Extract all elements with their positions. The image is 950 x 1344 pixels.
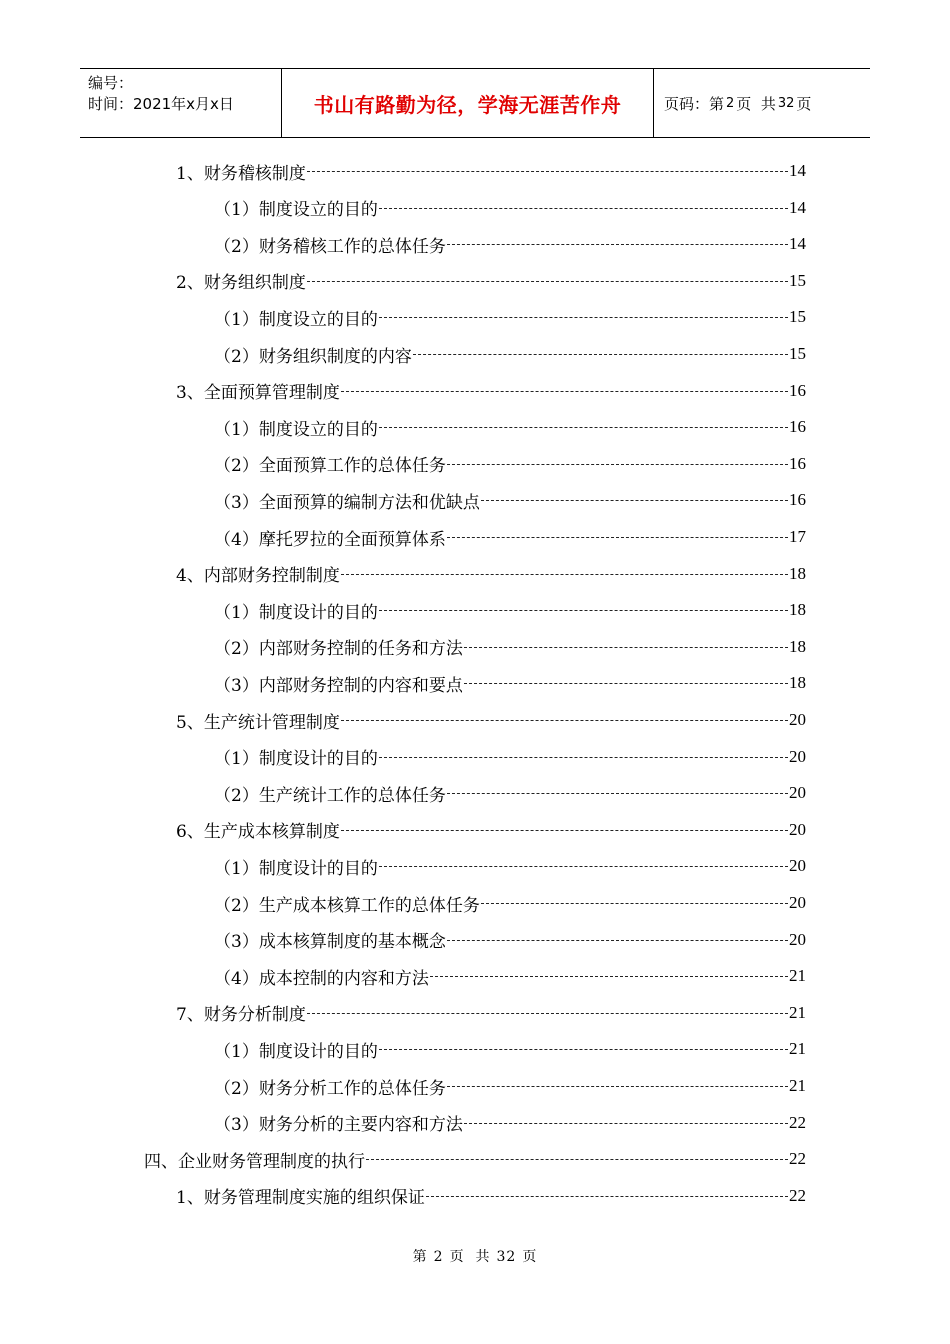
toc-leader-line bbox=[447, 536, 788, 538]
toc-entry-label: （2）财务稽核工作的总体任务 bbox=[214, 236, 446, 257]
toc-entry[interactable] bbox=[214, 739, 806, 775]
toc-entry[interactable] bbox=[176, 153, 806, 189]
toc-leader-line bbox=[447, 243, 788, 245]
footer-mid: 页 共 bbox=[449, 1249, 491, 1265]
toc-entry[interactable] bbox=[176, 995, 806, 1031]
toc-entry-label: 5、生产统计管理制度 bbox=[176, 712, 340, 733]
page-header bbox=[80, 68, 870, 138]
header-page-total: 32 bbox=[777, 95, 795, 111]
toc-entry-label: 四、企业财务管理制度的执行 bbox=[144, 1151, 365, 1172]
toc-entry-label: （1）制度设立的目的 bbox=[214, 309, 378, 330]
footer-total-pages: 32 bbox=[496, 1249, 517, 1265]
toc-leader-line bbox=[379, 1048, 788, 1050]
toc-entry-label: （3）财务分析的主要内容和方法 bbox=[214, 1115, 463, 1136]
toc-entry-page: 21 bbox=[789, 1002, 806, 1022]
toc-entry-page: 21 bbox=[789, 1076, 806, 1095]
toc-leader-line bbox=[341, 829, 788, 831]
toc-leader-line bbox=[464, 1122, 788, 1124]
toc-entry-page: 20 bbox=[789, 856, 806, 876]
toc-entry-label: （2）财务分析工作的总体任务 bbox=[214, 1078, 446, 1099]
toc-leader-line bbox=[447, 792, 788, 794]
toc-entry-label: （3）内部财务控制的内容和要点 bbox=[214, 675, 463, 696]
toc-leader-line bbox=[341, 719, 788, 721]
toc-entry[interactable] bbox=[214, 958, 806, 994]
toc-entry[interactable] bbox=[176, 1178, 806, 1214]
toc-entry[interactable] bbox=[214, 629, 806, 665]
page-footer bbox=[0, 1246, 950, 1266]
toc-entry[interactable] bbox=[214, 482, 806, 518]
toc-entry[interactable] bbox=[214, 226, 806, 262]
toc-entry-label: 1、财务稽核制度 bbox=[176, 163, 306, 184]
toc-entry-label: 4、内部财务控制制度 bbox=[176, 566, 340, 587]
toc-entry-page: 16 bbox=[789, 490, 806, 510]
toc-leader-line bbox=[447, 939, 788, 941]
toc-entry-label: 1、财务管理制度实施的组织保证 bbox=[176, 1188, 425, 1209]
toc-entry-label: （1）制度设立的目的 bbox=[214, 200, 378, 221]
toc-entry[interactable] bbox=[214, 190, 806, 226]
toc-leader-line bbox=[426, 1195, 788, 1197]
toc-entry[interactable] bbox=[176, 373, 806, 409]
toc-entry-page: 16 bbox=[789, 417, 806, 437]
toc-entry-page: 16 bbox=[789, 380, 806, 400]
header-page-mid: 页 共 bbox=[736, 94, 776, 113]
toc-entry-label: （1）制度设计的目的 bbox=[214, 1041, 378, 1062]
toc-entry[interactable] bbox=[214, 922, 806, 958]
toc-leader-line bbox=[447, 463, 788, 465]
toc-leader-line bbox=[341, 573, 788, 575]
toc-entry-page: 18 bbox=[789, 636, 806, 656]
toc-entry-label: （1）制度设计的目的 bbox=[214, 602, 378, 623]
toc-entry[interactable] bbox=[214, 1031, 806, 1067]
toc-entry[interactable] bbox=[176, 702, 806, 738]
toc-leader-line bbox=[413, 353, 788, 355]
toc-entry-page: 22 bbox=[789, 1149, 806, 1169]
footer-current-page: 2 bbox=[433, 1249, 444, 1265]
toc-entry-label: 3、全面预算管理制度 bbox=[176, 383, 340, 404]
toc-leader-line bbox=[379, 426, 788, 428]
toc-leader-line bbox=[379, 865, 788, 867]
toc-entry-label: （2）全面预算工作的总体任务 bbox=[214, 456, 446, 477]
toc-entry-label: （3）成本核算制度的基本概念 bbox=[214, 932, 446, 953]
toc-entry-label: 7、财务分析制度 bbox=[176, 1005, 306, 1026]
header-page-info bbox=[654, 69, 870, 137]
toc-leader-line bbox=[481, 499, 788, 501]
header-motto: 书山有路勤为径，学海无涯苦作舟 bbox=[313, 92, 622, 117]
toc-leader-line bbox=[379, 207, 788, 209]
toc-entry-label: （2）财务组织制度的内容 bbox=[214, 346, 412, 367]
toc-leader-line bbox=[481, 902, 788, 904]
toc-entry[interactable] bbox=[144, 1141, 806, 1177]
toc-entry[interactable] bbox=[214, 665, 806, 701]
toc-leader-line bbox=[307, 1012, 788, 1014]
header-page-suffix: 页 bbox=[796, 94, 812, 113]
toc-leader-line bbox=[430, 975, 788, 977]
toc-entry-label: 2、财务组织制度 bbox=[176, 273, 306, 294]
toc-entry-page: 18 bbox=[789, 563, 806, 583]
toc-leader-line bbox=[464, 682, 788, 684]
toc-entry-page: 14 bbox=[789, 197, 806, 217]
toc-entry-page: 16 bbox=[789, 453, 806, 473]
toc-entry-page: 15 bbox=[789, 307, 806, 327]
toc-entry-page: 21 bbox=[789, 966, 806, 986]
toc-entry-page: 14 bbox=[789, 234, 806, 254]
toc-entry[interactable] bbox=[214, 592, 806, 628]
toc-entry-label: （1）制度设计的目的 bbox=[214, 749, 378, 770]
footer-suffix: 页 bbox=[522, 1249, 538, 1265]
toc-entry-page: 20 bbox=[789, 710, 806, 729]
header-motto-cell bbox=[281, 69, 654, 137]
header-page-prefix: 页码：第 bbox=[664, 94, 725, 113]
toc-entry[interactable] bbox=[214, 885, 806, 921]
toc-entry-page: 15 bbox=[789, 270, 806, 290]
toc-entry-label: （4）成本控制的内容和方法 bbox=[214, 968, 429, 989]
toc-entry-label: （2）内部财务控制的任务和方法 bbox=[214, 639, 463, 660]
toc-entry-page: 20 bbox=[789, 929, 806, 949]
toc-entry[interactable] bbox=[214, 519, 806, 555]
toc-entry-page: 20 bbox=[789, 783, 806, 803]
toc-entry[interactable] bbox=[214, 775, 806, 811]
toc-entry-label: （2）生产成本核算工作的总体任务 bbox=[214, 895, 480, 916]
toc-entry-page: 21 bbox=[789, 1039, 806, 1059]
toc-leader-line bbox=[379, 609, 788, 611]
footer-prefix: 第 bbox=[412, 1249, 428, 1265]
toc-entry-page: 20 bbox=[789, 746, 806, 766]
toc-entry[interactable] bbox=[214, 446, 806, 482]
toc-entry[interactable] bbox=[214, 848, 806, 884]
toc-entry-page: 17 bbox=[789, 527, 806, 546]
toc-entry-page: 18 bbox=[789, 600, 806, 620]
toc-entry-page: 22 bbox=[789, 1112, 806, 1132]
toc-entry[interactable] bbox=[176, 556, 806, 592]
toc-leader-line bbox=[447, 1085, 788, 1087]
toc-entry-label: （4）摩托罗拉的全面预算体系 bbox=[214, 529, 446, 550]
toc-leader-line bbox=[379, 756, 788, 758]
toc-entry-page: 20 bbox=[789, 819, 806, 839]
toc-entry[interactable] bbox=[176, 812, 806, 848]
toc-entry-label: （2）生产统计工作的总体任务 bbox=[214, 785, 446, 806]
toc-entry[interactable] bbox=[214, 409, 806, 445]
toc-entry-label: （3）全面预算的编制方法和优缺点 bbox=[214, 492, 480, 513]
toc-entry-page: 22 bbox=[789, 1185, 806, 1205]
toc-entry[interactable] bbox=[214, 1105, 806, 1141]
toc-leader-line bbox=[307, 280, 788, 282]
serial-number-label: 编号： bbox=[88, 74, 134, 92]
toc-entry[interactable] bbox=[214, 299, 806, 335]
toc-entry-page: 18 bbox=[789, 673, 806, 693]
toc-entry-label: 6、生产成本核算制度 bbox=[176, 822, 340, 843]
toc-entry-label: （1）制度设计的目的 bbox=[214, 858, 378, 879]
toc-leader-line bbox=[366, 1158, 788, 1160]
header-meta bbox=[80, 69, 281, 137]
toc-entry[interactable] bbox=[214, 1068, 806, 1104]
toc-entry[interactable] bbox=[214, 336, 806, 372]
toc-leader-line bbox=[379, 316, 788, 318]
toc-leader-line bbox=[464, 646, 788, 648]
header-page-current: 2 bbox=[726, 95, 735, 111]
toc-entry-page: 15 bbox=[789, 344, 806, 363]
toc-entry-page: 14 bbox=[789, 161, 806, 180]
toc-entry-page: 20 bbox=[789, 893, 806, 912]
toc-entry[interactable] bbox=[176, 263, 806, 299]
toc-entry-label: （1）制度设立的目的 bbox=[214, 419, 378, 440]
toc-leader-line bbox=[307, 170, 788, 172]
toc-leader-line bbox=[341, 390, 788, 392]
date-label: 时间：2021年x月x日 bbox=[88, 95, 234, 113]
